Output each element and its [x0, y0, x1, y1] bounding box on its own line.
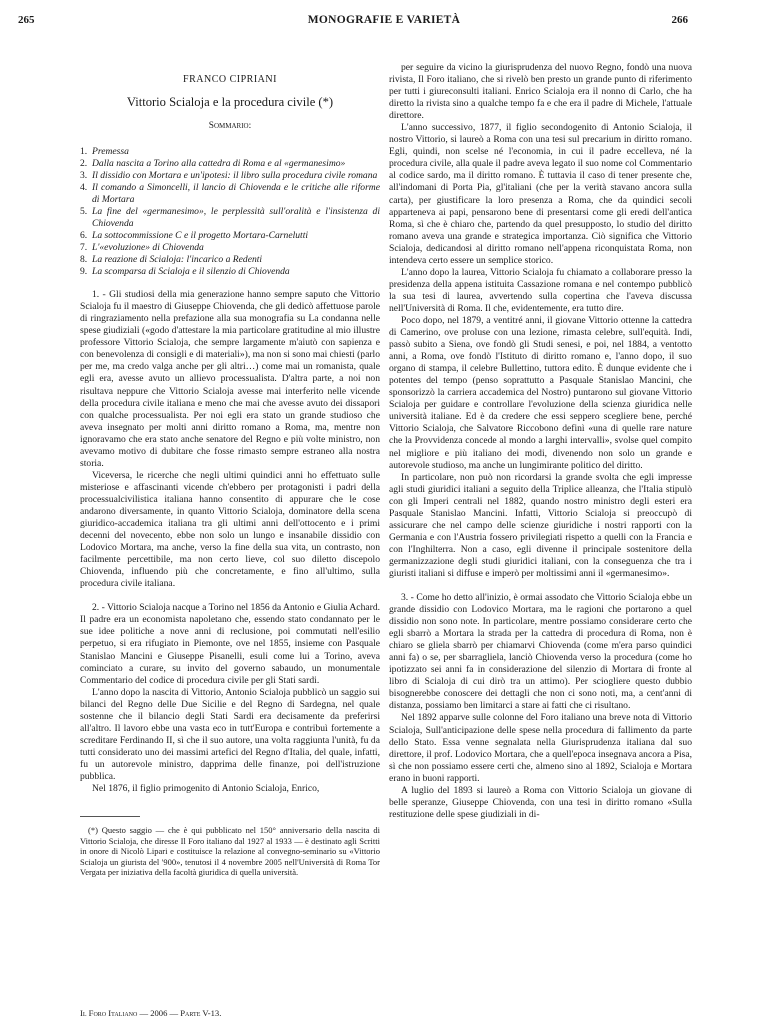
- footnote-divider: [80, 816, 140, 817]
- article-title: Vittorio Scialoja e la procedura civile (*): [126, 95, 334, 110]
- summary-item: [80, 242, 380, 254]
- summary-item-text: Il comando a Simoncelli, il lancio di Chiovenda e le critiche alle riforme di Mortara: [92, 182, 380, 206]
- page-header: [0, 8, 768, 28]
- summary-item: [80, 206, 380, 230]
- summary-list: [80, 146, 380, 278]
- body-paragraph: per seguire da vicino la giurisprudenza del nuovo Regno, fondò una nuova rivista, Il Foro italiano, che si rivelò ben presto un grande punto di riferimento per tutti i giureconsulti italiani. Enrico Scialoja era il nonno di Carlo, che ha diretto la rivista sino a qualche tempo fa e che era il padre di Michele, l'attuale direttore.: [389, 62, 692, 122]
- summary-item: [80, 266, 380, 278]
- body-paragraph: Nel 1892 apparve sulle colonne del Foro italiano una breve nota di Vittorio Scialoja, Sull'anticipazione delle spese nella procedura di fallimento da parte dello Stato. Essa venne segnalata nella Giurisprudenza italiana dal suo direttore, il prof. Lodovico Mortara, che a quell'epoca insegnava ancora a Pisa, sì che non possiamo essere certi che, almeno sino al 1892, Scialoja e Mortara erano in buoni rapporti.: [389, 712, 692, 784]
- summary-item-number: 1.: [80, 146, 88, 158]
- summary-item-number: 3.: [80, 170, 88, 182]
- body-paragraph: 2. - Vittorio Scialoja nacque a Torino nel 1856 da Antonio e Giulia Achard. Il padre era un economista napoletano che, essendo stato condannato per le sue idee politiche a nove anni di reclusione, poi commutati nell'esilio perpetuo, si era rifugiato in Piemonte, ove nel 1855, insieme con Pasquale Stanislao Mancini e Giuseppe Pisanelli, esuli come lui a Torino, aveva cominciato a curare, su invito del governo sabaudo, un monumentale Commentario del codice di procedura civile per gli Stati sardi.: [80, 602, 381, 686]
- author-name: FRANCO CIPRIANI: [183, 74, 277, 85]
- body-paragraph: Nel 1876, il figlio primogenito di Antonio Scialoja, Enrico,: [92, 783, 320, 795]
- summary-item: [80, 230, 380, 242]
- body-paragraph: 3. - Come ho detto all'inizio, è ormai assodato che Vittorio Scialoja ebbe un grande dissidio con Lodovico Mortara, ma le ragioni che portarono a quel dissidio non sono note. In particolare, mentre possiamo considerare certo che egli sbarrò a Mortara la strada per la cattedra di procedura di Roma, non è chiaro se gliela sbarrò per chiamarvi Chiovenda (come m'era parso quindici anni fa) o se, per sbarragliela, lanciò Chiovenda verso la procedura (come ho ipotizzato sei anni fa in considerazione del silenzio di Mortara di fronte al libro di Scialoja di cui dirò tra un attimo). Per sciogliere questo dubbio bisognerebbe conoscere dei dettagli che non ci sono noti, ma, a cent'anni di distanza, possiamo ben limitarci a stare ai fatti che ci risultano.: [389, 592, 692, 712]
- summary-item-number: 2.: [80, 158, 88, 170]
- body-paragraph: L'anno dopo la nascita di Vittorio, Antonio Scialoja pubblicò un saggio sui bilanci del Regno delle Due Sicilie e del Regno di Sardegna, nel quale sostenne che il bilancio degli Stati Sardi era decisamente da preferirsi all'altro. Il lavoro ebbe una vasta eco in tutt'Europa e contribuì fortemente a screditare Ferdinando II, sì che il suo autore, una volta raggiunta l'unità, fu da tutti considerato uno dei massimi artefici del Regno d'Italia, del quale, infatti, fu un autorevole ministro, dapprima delle finanze, poi dell'istruzione pubblica.: [80, 686, 380, 782]
- body-paragraph: A luglio del 1893 si laureò a Roma con Vittorio Scialoja un giovane di belle speranze, Giuseppe Chiovenda, con una tesi in diritto romano «Sulla restituzione delle spese giudiziali in di-: [389, 784, 692, 820]
- summary-item-text: Il dissidio con Mortara e un'ipotesi: il libro sulla procedura civile romana: [92, 170, 378, 182]
- summary-item-number: 9.: [80, 266, 88, 278]
- summary-heading: Sommario:: [208, 121, 252, 132]
- right-column: [389, 62, 692, 821]
- page-number-left: 265: [18, 14, 35, 26]
- summary-item-number: 8.: [80, 254, 88, 266]
- page-number-right: 266: [671, 14, 688, 26]
- summary-item-text: Dalla nascita a Torino alla cattedra di Roma e al «germanesimo»: [92, 158, 346, 170]
- body-paragraph: 1. - Gli studiosi della mia generazione hanno sempre saputo che Vittorio Scialoja fu il maestro di Giuseppe Chiovenda, che gli dedicò affettuose parole di ringraziamento nella prefazione alla sua monografia su La condanna nelle spese giudiziali («godo d'attestare la mia particolare gratitudine al mio illustre professore Vittorio Scialoja, che sempre largamente m'aiutò con sapienza e con benevolenza di consigli e di materiali»), ma non si sono mai chiesti (parlo per me, ma credo valga anche per gli altri…) come mai un romanista, quale egli era, avesse avuto un allievo processualista. D'altra parte, a noi non risultava neppure che Vittorio Scialoja avesse mai interferito nelle vicende della procedura civile italiana e meno che mai che avesse avuto dei dissapori con qualche processualista. Per noi egli era stato un grande studioso che aveva insegnato per molti anni diritto romano a Roma, ma, mentre non ignoravamo che era stato anche senatore del Regno e più volte ministro, non avevamo motivo di dubitare che fosse rimasto sempre estraneo alla nostra storia.: [80, 289, 380, 469]
- summary-item-text: La sottocommissione C e il progetto Mortara-Carnelutti: [92, 230, 309, 242]
- summary-item-text: La scomparsa di Scialoja e il silenzio di Chiovenda: [92, 266, 290, 278]
- left-column: [80, 64, 380, 878]
- running-title: MONOGRAFIE E VARIETÀ: [307, 14, 461, 26]
- body-paragraph: L'anno successivo, 1877, il figlio secondogenito di Antonio Scialoja, il nostro Vittorio, si laureò a Roma con una tesi sul precarium in diritto romano. Egli, quindi, non scelse né l'economia, in cui il padre eccelleva, né la procedura civile, alla quale il padre aveva legato il suo nome col Commentario al codice sardo, ma il diritto romano. È tuttavia il caso di tener presente che, all'indomani di Porta Pia, gl'italiani (che per la verità stavano ancora sulla carta), per giustificare la loro presenza a Roma, che da quindici secoli apparteneva ai papi, pensarono bene di presentarsi come gli eredi dell'antica Roma, sì che è chiaro che, partendo da quel presupposto, lo studio del diritto romano aveva una grande e strategica importanza. Ciò significa che Vittorio Scialoja, dedicandosi al diritto romano nell'appena riconquistata Roma, non intendeva certo essere un semplice storico.: [389, 122, 692, 266]
- summary-item-text: Premessa: [92, 146, 129, 158]
- summary-item-text: L'«evoluzione» di Chiovenda: [92, 242, 204, 254]
- page-footer: Il Foro Italiano — 2006 — Parte V-13.: [80, 1008, 222, 1018]
- body-paragraph: Viceversa, le ricerche che negli ultimi quindici anni ho effettuato sulle misteriose e affascinanti vicende ch'ebbero per protagonisti i padri della processualcivilistica italiana hanno consentito di appurare che le cose andarono diversamente, in quanto Vittorio Scialoja, dominatore della scena giuridico-accademica italiana tra gli ultimi anni dell'ottocento e i primi decenni del novecento, ebbe non solo un lungo e insanabile dissidio con Lodovico Mortara, ma anche, verso la fine della sua vita, un contrasto, non facilmente percettibile, ma non certo lieve, col suo diletto discepolo Chiovenda, influendo più che concretamente, e fino all'ultimo, sulla procedura civile italiana.: [80, 469, 380, 590]
- body-paragraph: In particolare, non può non ricordarsi la grande svolta che egli impresse agli studi giuridici italiani a seguito della Triplice alleanza, che l'Italia stipulò con gli Imperi centrali nel 1882, quando nostro ministro degli esteri era Pasquale Stanislao Mancini. Infatti, Vittorio Scialoja si preoccupò di assicurare che nel campo delle scienze giuridiche i nostri rapporti con la Germania e con l'Austria fossero privilegiati rispetto a quelli con la Francia e con l'Inghilterra. Non a caso, egli divenne il principale sostenitore della germanizzazione degli studi giuridici italiani, con la conseguenza che tra i giuristi italiani si diffuse e imperò per moltissimi anni il «germanesimo».: [389, 471, 692, 579]
- summary-item: [80, 158, 380, 170]
- summary-item-number: 5.: [80, 206, 88, 218]
- summary-item-number: 4.: [80, 182, 88, 194]
- summary-item-number: 7.: [80, 242, 88, 254]
- summary-item-text: La fine del «germanesimo», le perplessità sull'oralità e l'insistenza di Chiovenda: [92, 206, 380, 230]
- summary-item: [80, 170, 380, 182]
- body-paragraph: L'anno dopo la laurea, Vittorio Scialoja fu chiamato a collaborare presso la presidenza della appena istituita Cassazione romana e nel contempo pubblicò la sua tesi di laurea, avvertendo sulla copertina che l'aveva discussa nell'Università di Roma. Il che, evidentemente, era tutto dire.: [389, 266, 692, 314]
- left-body-text: [80, 289, 380, 795]
- summary-item-number: 6.: [80, 230, 88, 242]
- summary-item: [80, 182, 380, 206]
- body-paragraph: Poco dopo, nel 1879, a ventitré anni, il giovane Vittorio ottenne la cattedra di Camerino, ove proluse con una lezione, rimasta celebre, sull'equità. Indi, passò subito a Siena, ove fondò gli Studi senesi, e poi, nel 1884, a ventotto anni, a Roma, ove fondò l'Istituto di diritto romano e, l'anno dopo, il suo organo di stampa, il celebre Bullettino, tuttora edito. È dunque evidente che i potentes del tempo (penso soprattutto a Pasquale Stanislao Mancini, che sponsorizzò la carriera accademica del Nostro) puntarono sul giovane Vittorio Scialoja per guidare e controllare l'evoluzione della scienza giuridica nelle università italiane. Ed è da credere che essi seppero scegliere bene, perché Vittorio Scialoja, che Salvatore Riccobono definì «una di quelle rare nature che la Provvidenza concede al mondo a larghi intervalli», svolse quel compito nel migliore e più italiano dei modi, divenendo non solo un grande e autorevole studioso, ma anche un lungimirante politico del diritto.: [389, 314, 692, 471]
- summary-item: [80, 146, 380, 158]
- summary-item-text: La reazione di Scialoja: l'incarico a Redenti: [92, 254, 263, 266]
- footnote: (*) Questo saggio — che è qui pubblicato nel 150° anniversario della nascita di Vittorio Scialoja, che diresse Il Foro italiano dal 1927 al 1933 — è destinato agli Scritti in onore di Nicolò Lipari e costituisce la relazione al convegno-seminario su «Vittorio Scialoja un giurista del '900», tenutosi il 4 novembre 2005 nell'Università di Roma Tor Vergata per iniziativa della facoltà giuridica di quella università.: [80, 825, 380, 878]
- summary-item: [80, 254, 380, 266]
